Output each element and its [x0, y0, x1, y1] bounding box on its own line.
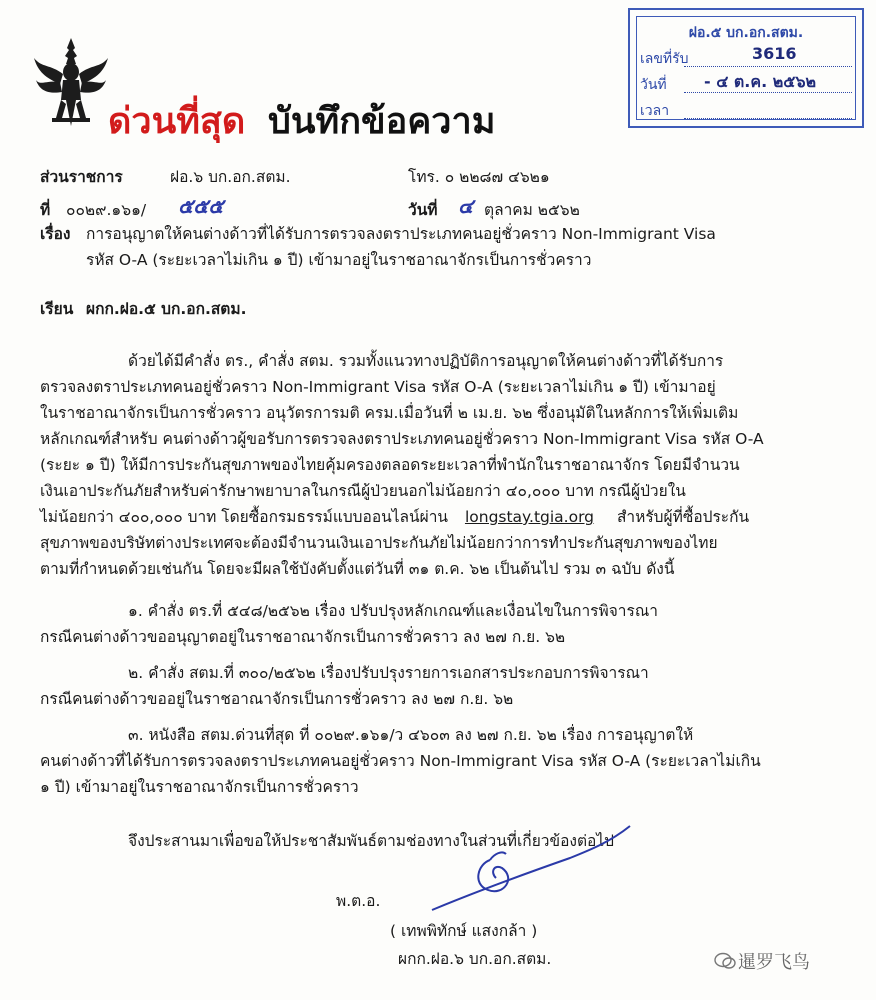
ref-handwritten-number: ๕๕๕ — [178, 194, 224, 218]
date-handwritten-day: ๔ — [458, 194, 474, 218]
date-label: วันที่ — [408, 201, 438, 219]
memo-title: บันทึกข้อความ — [268, 100, 496, 142]
body-line-2: ตรวจลงตราประเภทคนอยู่ชั่วคราว Non-Immigrant Visa รหัส O-A (ระยะเวลาไม่เกิน ๑ ปี) เข้ามาอยู่ — [40, 378, 716, 396]
body-line-5: (ระยะ ๑ ปี) ให้มีการประกันสุขภาพของไทยคุ้มครองตลอดระยะเวลาที่พำนักในราชอาณาจักร โดยมีจำนวน — [40, 456, 740, 474]
date-month-year: ตุลาคม ๒๕๖๒ — [484, 201, 580, 219]
urgency-label: ด่วนที่สุด — [108, 100, 246, 142]
garuda-emblem-icon — [32, 34, 110, 130]
longstay-link[interactable]: longstay.tgia.org — [464, 508, 595, 526]
to-value: ผกก.ฝอ.๕ บก.อก.สตม. — [86, 300, 247, 318]
wechat-icon — [714, 952, 736, 970]
closing-line: จึงประสานมาเพื่อขอให้ประชาสัมพันธ์ตามช่องทางในส่วนที่เกี่ยวข้องต่อไป — [128, 832, 614, 850]
body-line-9: ตามที่กำหนดด้วยเช่นกัน โดยจะมีผลใช้บังคับตั้งแต่วันที่ ๓๑ ต.ค. ๖๒ เป็นต้นไป รวม ๓ ฉบับ ดังนี้ — [40, 560, 675, 578]
stamp-office: ฝอ.๕ บก.อก.สตม. — [688, 25, 804, 41]
item-3-line-3: ๑ ปี) เข้ามาอยู่ในราชอาณาจักรเป็นการชั่วคราว — [40, 778, 359, 796]
body-line-8: สุขภาพของบริษัทต่างประเทศจะต้องมีจำนวนเงินเอาประกันภัยไม่น้อยกว่าการทำประกันสุขภาพของไทย — [40, 534, 718, 552]
body-line-3: ในราชอาณาจักรเป็นการชั่วคราว อนุวัตรการมติ ครม.เมื่อวันที่ ๒ เม.ย. ๖๒ ซึ่งอนุมัติในหลักการให้เพิ่มเติม — [40, 404, 739, 422]
ref-number: ๐๐๒๙.๑๖๑/ — [66, 201, 147, 219]
stamp-date-label: วันที่ — [640, 77, 667, 93]
item-2-line-2: กรณีคนต่างด้าวขออยู่ในราชอาณาจักรเป็นการชั่วคราว ลง ๒๗ ก.ย. ๖๒ — [40, 690, 514, 708]
ref-label: ที่ — [40, 201, 51, 219]
subject-line-1: การอนุญาตให้คนต่างด้าวที่ได้รับการตรวจลงตราประเภทคนอยู่ชั่วคราว Non-Immigrant Visa — [86, 225, 716, 243]
stamp-date-row — [640, 74, 852, 96]
dept-value: ฝอ.๖ บก.อก.สตม. — [170, 168, 291, 186]
body-line-7-end: สำหรับผู้ที่ซื้อประกัน — [616, 508, 750, 526]
body-line-6: เงินเอาประกันภัยสำหรับค่ารักษาพยาบาลในกรณีผู้ป่วยนอกไม่น้อยกว่า ๔๐,๐๐๐ บาท กรณีผู้ป่วยใน — [40, 482, 686, 500]
watermark-text: 暹罗飞鸟 — [738, 952, 810, 973]
item-3-line-2: คนต่างด้าวที่ได้รับการตรวจลงตราประเภทคนอยู่ชั่วคราว Non-Immigrant Visa รหัส O-A (ระยะเวลาไม่เกิน — [40, 752, 761, 770]
stamp-time-row — [640, 100, 852, 122]
subject-label: เรื่อง — [40, 225, 71, 243]
stamp-date-value: - ๔ ต.ค. ๒๕๖๒ — [704, 72, 817, 91]
stamp-time-label: เวลา — [640, 103, 670, 119]
item-1-line-2: กรณีคนต่างด้าวขออนุญาตอยู่ในราชอาณาจักรเป็นการชั่วคราว ลง ๒๗ ก.ย. ๖๒ — [40, 628, 566, 646]
stamp-receipt-label: เลขที่รับ — [640, 51, 689, 67]
body-line-7 — [40, 504, 749, 529]
to-label: เรียน — [40, 300, 74, 318]
stamp-receipt-number: 3616 — [752, 44, 797, 63]
phone-number: โทร. ๐ ๒๒๘๗ ๔๖๒๑ — [408, 168, 550, 186]
body-line-7-start: ไม่น้อยกว่า ๔๐๐,๐๐๐ บาท โดยซื้อกรมธรรม์แบบออนไลน์ผ่าน — [40, 508, 449, 526]
subject-line-2: รหัส O-A (ระยะเวลาไม่เกิน ๑ ปี) เข้ามาอยู่ในราชอาณาจักรเป็นการชั่วคราว — [86, 251, 592, 269]
item-3-line-1: ๓. หนังสือ สตม.ด่วนที่สุด ที่ ๐๐๒๙.๑๖๑/ว ๔๖๐๓ ลง ๒๗ ก.ย. ๖๒ เรื่อง การอนุญาตให้ — [128, 726, 694, 744]
item-1-line-1: ๑. คำสั่ง ตร.ที่ ๕๔๘/๒๕๖๒ เรื่อง ปรับปรุงหลักเกณฑ์และเงื่อนไขในการพิจารณา — [128, 602, 658, 620]
stamp-receipt-row — [640, 44, 852, 70]
signer-position: ผกก.ฝอ.๖ บก.อก.สตม. — [398, 950, 552, 968]
body-line-1: ด้วยได้มีคำสั่ง ตร., คำสั่ง สตม. รวมทั้งแนวทางปฏิบัติการอนุญาตให้คนต่างด้าวที่ได้รับการ — [128, 352, 724, 370]
handwritten-signature-icon — [420, 820, 640, 920]
signer-name: ( เทพพิทักษ์ แสงกล้า ) — [390, 922, 538, 940]
item-2-line-1: ๒. คำสั่ง สตม.ที่ ๓๐๐/๒๕๖๒ เรื่องปรับปรุงรายการเอกสารประกอบการพิจารณา — [128, 664, 649, 682]
body-line-4: หลักเกณฑ์สำหรับ คนต่างด้าวผู้ขอรับการตรวจลงตราประเภทคนอยู่ชั่วคราว Non-Immigrant Visa รหัส O-A — [40, 430, 764, 448]
dept-label: ส่วนราชการ — [40, 168, 123, 186]
received-stamp — [628, 8, 864, 128]
signer-rank: พ.ต.อ. — [336, 892, 381, 910]
